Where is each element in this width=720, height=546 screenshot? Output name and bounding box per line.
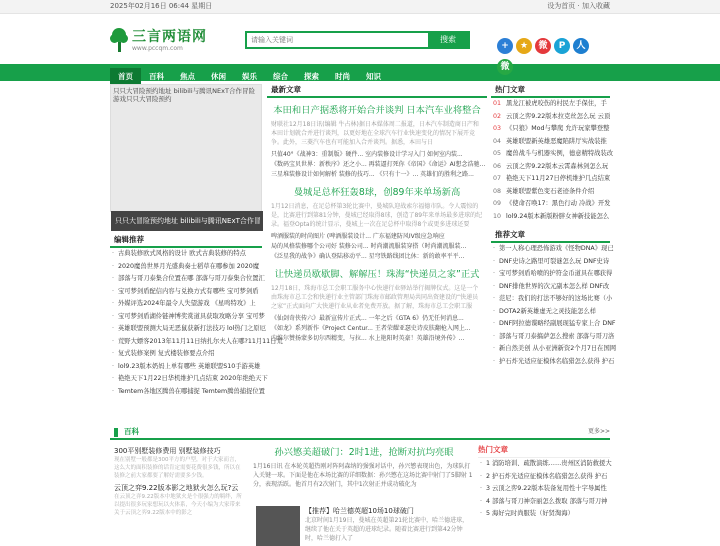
article [267, 186, 487, 262]
wechat-icon[interactable]: 微 [497, 59, 513, 75]
baike-item-desc: 现在别墅一般都是300平方的户型，对于大家而言，这么大的面积装修的话肯定需要花费很多钱，所以在装修之前大家都要了解好需要多少钱。 [114, 457, 241, 479]
list-item[interactable]: · 5 海好完时尚服装（好贤淘海） [478, 508, 610, 521]
list-item[interactable] [491, 211, 610, 224]
related-link[interactable]: 《泛星我的战争》确认登陆移动平... 星穹铁路线团比休：新的敢率平平... [271, 253, 465, 260]
related-link[interactable]: 三星堆装修设计如何解析 装修的技巧... 《只有十一》... 英雄们的胜利之路... [271, 171, 474, 178]
related-link[interactable]: 内维尔赞扬蒙多切尔西精变，与拉... 水上艳阳时英豪！英雄沿境外传》... [271, 335, 465, 342]
focus-image-alt: 只只大冒险预约地址 bilibili与腾讯NExT合作冒险游戏只只大冒险预约 [113, 87, 255, 103]
article-title[interactable]: 让快递员歇歇脚、解解压！珠海“快递员之家”正式 [274, 269, 480, 280]
list-item[interactable]: · 新自然美创 从小亚洲新资2个月7日在国网 [491, 343, 610, 356]
baike-left-list [114, 446, 244, 520]
plus-icon[interactable]: + [497, 38, 513, 54]
search-input[interactable] [247, 33, 428, 47]
baike-thumbnail[interactable] [256, 506, 300, 546]
pinterest-icon[interactable]: P [554, 38, 570, 54]
list-item[interactable] [491, 98, 610, 111]
related-links [271, 150, 486, 180]
list-item[interactable] [491, 123, 610, 136]
rank-number: 04 [493, 137, 502, 145]
list-item[interactable] [491, 161, 610, 174]
focus-caption[interactable]: 只只大冒险预约地址 bilibili与腾讯NExT合作冒 [111, 211, 263, 231]
latest-heading: 最新文章 [267, 84, 487, 98]
article [267, 268, 487, 344]
rank-number: 10 [493, 212, 502, 220]
list-item-text: lol9.24版本新版粉胖女神新技能怎么 [506, 212, 610, 220]
recommend-heading: 推荐文章 [491, 229, 610, 243]
baike-hot [478, 444, 610, 521]
article-title[interactable]: 曼城足总杯狂轰8球，创89年来单场新高 [293, 187, 461, 198]
list-item-text: 云顶之弈9.22版本拉克丝怎么玩 云顶 [506, 112, 611, 120]
list-item[interactable] [491, 186, 610, 199]
baike-hot-list [478, 458, 610, 521]
list-item-text: 黑龙江被虎咬伤的村民左手保住，手 [506, 100, 607, 107]
baike-item-title[interactable]: 300平别墅装修费用 别墅装修技巧 [114, 447, 221, 455]
baike-item [114, 483, 244, 517]
related-link[interactable]: 《仙剑奇侠传六》最新宣传片正式... 一年之后《GTA 6》仍无任何消息... [271, 315, 464, 322]
baike-item [114, 446, 244, 480]
baike-main [253, 446, 475, 542]
baike-title: 百科 [124, 427, 139, 436]
baike-sub-title[interactable]: 【推荐】哈兰德英超10场10球破门 [305, 507, 414, 515]
list-item[interactable]: · 古典装修欧式风格的设计 欧式古典装修的特点 [110, 248, 262, 261]
left-column [110, 84, 283, 398]
nav-item[interactable]: 综合 [273, 72, 288, 81]
list-item-text: 英雄联盟新英雄恶魔陷阱厅实战装推 [506, 137, 607, 145]
related-links [271, 232, 483, 262]
list-item[interactable] [491, 198, 610, 211]
list-item[interactable]: · 宝可梦剑盾湖伶链神博奖赏道具获取攻略分享 宝可梦 [110, 311, 262, 324]
site-logo[interactable] [110, 26, 220, 56]
list-item[interactable]: · lol9.23版本奶妈上单有哪些 英雄联盟S10手游英雄 [110, 361, 262, 374]
editor-pick-heading: 编辑推荐 [110, 234, 262, 248]
baike-header [110, 426, 610, 440]
list-item[interactable]: · 范尼：我们的打法不够好的这场比赛（小 [491, 293, 610, 306]
baike-main-desc: 1月16日讯 在本轮英超热刚对阵阿森纳的强强对话中，孙兴慜表现出色，为球队打入关键一球。下面是他在本场比赛的详细数据：孙兴慜在这场比赛中射门了5脚射 1分，表现活跃。他首月有2次射门，其中1次射正并成功破化为 [253, 463, 473, 488]
current-date: 2025年02月16日 06:44 星期日 [110, 2, 213, 10]
related-link[interactable]: 只值40°《战神3：重制版》硬件... 室内装修设计学习入门 如何室内装... [271, 151, 463, 158]
list-item-text: 艳绝天下11月27日停机维护几点结束 [506, 175, 611, 182]
list-item-text: 《使命召唤17：黑色行动 冷战》开发 [506, 200, 611, 207]
list-item[interactable]: · DNF阿拉德谍略经副展现猛专家上合 DNF [491, 318, 610, 331]
list-item[interactable]: · DOTA2新英雄虚无之灵技能怎么样 [491, 306, 610, 319]
baike-section [110, 426, 610, 540]
baike-hot-title: 热门文章 [478, 444, 610, 458]
list-item[interactable]: · 3 云顶之弈9.22版本装备复用性十字导属性 [478, 483, 610, 496]
focus-image[interactable] [110, 84, 262, 225]
list-item[interactable]: · 宝可梦剑盾哈喷的护符金币道具在哪获得 [491, 268, 610, 281]
baike-sub-desc: 北京时间1月19日，曼城在英超第21轮比赛中，哈兰德进球，继续了他在关于英超的进球纪录。随着比赛进行到第42分钟时，哈兰德打入了 [305, 517, 469, 542]
list-item[interactable]: · 复式装修案例 复式楼装修要点介绍 [110, 348, 262, 361]
list-item[interactable]: · DNF排他世界的次元副本怎么样 DNF改 [491, 281, 610, 294]
center-column [267, 84, 487, 344]
editor-pick-list [110, 248, 283, 398]
nav-item[interactable]: 焦点 [180, 72, 195, 81]
list-item-text: 《只狼》Mod与攀爬 允许玩家攀登整 [506, 125, 610, 132]
hot-list [491, 98, 614, 223]
list-item-text: 魔兽战斗与机器实例，德意精特战装改 [506, 150, 614, 157]
list-item[interactable] [491, 148, 614, 161]
article-summary: 1月12日消息，在足总杯第3轮比赛中，曼城队迎战索尔福德市队。令人震惊的是，比赛进行到第81分钟，曼城已经取得8球，创造了89年来单场最多进球的纪录。福登Opta的统计显示，曼城上一次在足总杯中取得8个或更多进球还要 [271, 203, 483, 228]
section-marker [114, 428, 118, 437]
list-item[interactable]: · 艳绝天下1月22日华机维护几点结束 2020年绝绝天下 [110, 373, 262, 386]
list-item[interactable]: · 2020魔兽世界月光盛典奏士稻草在哪参加 2020魔 [110, 261, 262, 274]
right-column [491, 84, 617, 368]
list-item[interactable]: · 部落与哥刀泰搞萨怎么搜索 部落与哥刀洛 [491, 331, 610, 344]
baike-item-title[interactable]: 云顶之弈9.22版本影之地狱火怎么玩?云 [114, 484, 239, 492]
related-link[interactable]: 《数码宝贝世界：新秩序》还之小... 再装逼打死你《帝国》《命运》AI想念浩驰... [271, 161, 486, 168]
list-item[interactable] [491, 173, 610, 186]
site-url: www.pccqm.com [132, 45, 183, 52]
list-item-text: 云顶之弈9.22版本云霄森林剑怎么玩 [506, 162, 609, 170]
baike-item-desc: 在云顶之弈9.22版本中地狱火是个很强力的羁绊，所以提出很多玩家想玩以火体系，今天小编为大家带来关于云顶之弈9.22版本中的影之 [114, 494, 242, 516]
nav-item[interactable]: 娱乐 [242, 72, 257, 81]
rank-number: 02 [493, 112, 502, 120]
more-link[interactable]: 更多>> [587, 428, 610, 435]
nav-item[interactable]: 知识 [366, 72, 381, 81]
related-link[interactable]: 局的风格装修哪个公司好 装修公司... 时尚潮流服装穿搭（时尚潮流服装... [271, 243, 467, 250]
rank-number: 01 [493, 100, 502, 107]
article-summary: 财联社12月18日讯(编辑 牛占林)据日本媒体周二报道，日本汽车制造商日产和本田计划就合并进行谈判，以更好地在全球汽车行业快速变化的情况下展开竞争。此外，三菱汽车也有可能加入合并谈判。据悉，本田与日 [271, 121, 479, 146]
related-links [271, 314, 483, 344]
article-summary: 12月18日，珠海市总工会职工服务中心快递行业驿站举行揭牌仪式。这是一个由珠海市总工会和快递行业主管部门珠海市邮政管理局共同出资建设的“快递员之家”正式面向广大快递行业从业者免费开放。据了解，珠海市总工会职工服 [271, 285, 479, 310]
rank-number: 07 [493, 175, 502, 182]
nav-item[interactable]: 时尚 [335, 72, 350, 81]
share-icons [497, 33, 610, 72]
tree-logo-icon [110, 28, 128, 52]
top-links[interactable]: 设为首页 · 加入收藏 [547, 2, 610, 10]
related-link[interactable]: 啤酒服装的时尚图片 (啤酒服装设计... 广东福建防风IV级应急响应 [271, 233, 445, 240]
list-item-text: 英雄联盟紫色变石老迹条件介绍 [506, 187, 595, 195]
rank-number: 09 [493, 200, 502, 207]
top-bar [0, 0, 720, 14]
search-button[interactable]: 搜索 [428, 33, 468, 47]
recommend-list [491, 243, 617, 368]
list-item[interactable]: · 护石炸光适应征模体名临猎怎么获得 护石 [491, 356, 610, 369]
article [267, 104, 487, 180]
search-box [245, 31, 470, 49]
list-item[interactable]: · 4 部落与哥刀神奈丽怎么拨取 部落与哥刀神 [478, 496, 610, 509]
main-nav [0, 64, 720, 81]
nav-item[interactable]: 探索 [304, 72, 319, 81]
list-item[interactable]: · 英雄联盟预测大局无恶鼠获新打法技巧 lol热门之原厄 [110, 323, 262, 336]
list-item[interactable]: · 荒野大嫖客2013年11月11日纳扎尔夫人在哪?11月11日荒 [110, 336, 262, 349]
list-item[interactable] [491, 136, 610, 149]
list-item[interactable]: · 第一人称心理恐怖游戏《怪物DNA》现已 [491, 243, 610, 256]
related-link[interactable]: 《如龙》系列新作《Project Centur... 王者荣耀亚瑟史诗皮肤翻枪入网上... [271, 325, 471, 332]
list-item[interactable]: · Temtem各地区腾兽在哪捕捉 Temtem腾兽捕捉位置 [110, 386, 262, 399]
list-item[interactable]: · 2 护石炸光适应征模体名临猎怎么获得 护石 [478, 471, 610, 484]
rank-number: 03 [493, 125, 502, 132]
list-item[interactable]: · DNF史诗之路里可裂谜怎么玩 DNF史诗 [491, 256, 610, 269]
site-name: 三言两语网 [132, 29, 207, 45]
nav-item[interactable]: 百科 [149, 72, 164, 81]
baike-main-title[interactable]: 孙兴慜美超破门：2时1进，抢断对抗均亮眼 [274, 447, 454, 458]
renren-icon[interactable]: 人 [573, 38, 589, 54]
rank-number: 08 [493, 187, 502, 195]
main-content [110, 84, 617, 414]
list-item[interactable]: · 外媒评选2024年最令人失望游戏 《星鸣特攻》上 [110, 298, 262, 311]
list-item[interactable] [491, 111, 610, 124]
weibo-icon[interactable]: 微 [535, 38, 551, 54]
list-item[interactable]: · 1 消防培训、疏散演练……贵州区消防救援大 [478, 458, 610, 471]
rank-number: 06 [493, 162, 502, 170]
nav-item[interactable]: 休闲 [211, 72, 226, 81]
rank-number: 05 [493, 150, 502, 157]
header [110, 14, 610, 72]
hot-heading: 热门文章 [491, 84, 610, 98]
star-icon[interactable]: ★ [516, 38, 532, 54]
article-title[interactable]: 本田和日产据悉将开始合并谈判 日本汽车业将整合 [273, 105, 481, 116]
nav-item[interactable]: 首页 [110, 68, 141, 85]
list-item[interactable]: · 宝可梦剑盾配信内容与兑换方式有哪些 宝可梦剑盾 [110, 286, 262, 299]
list-item[interactable]: · 部落与哥刀泰集合位置在哪 部落与哥刀泰集合位置汇 [110, 273, 262, 286]
